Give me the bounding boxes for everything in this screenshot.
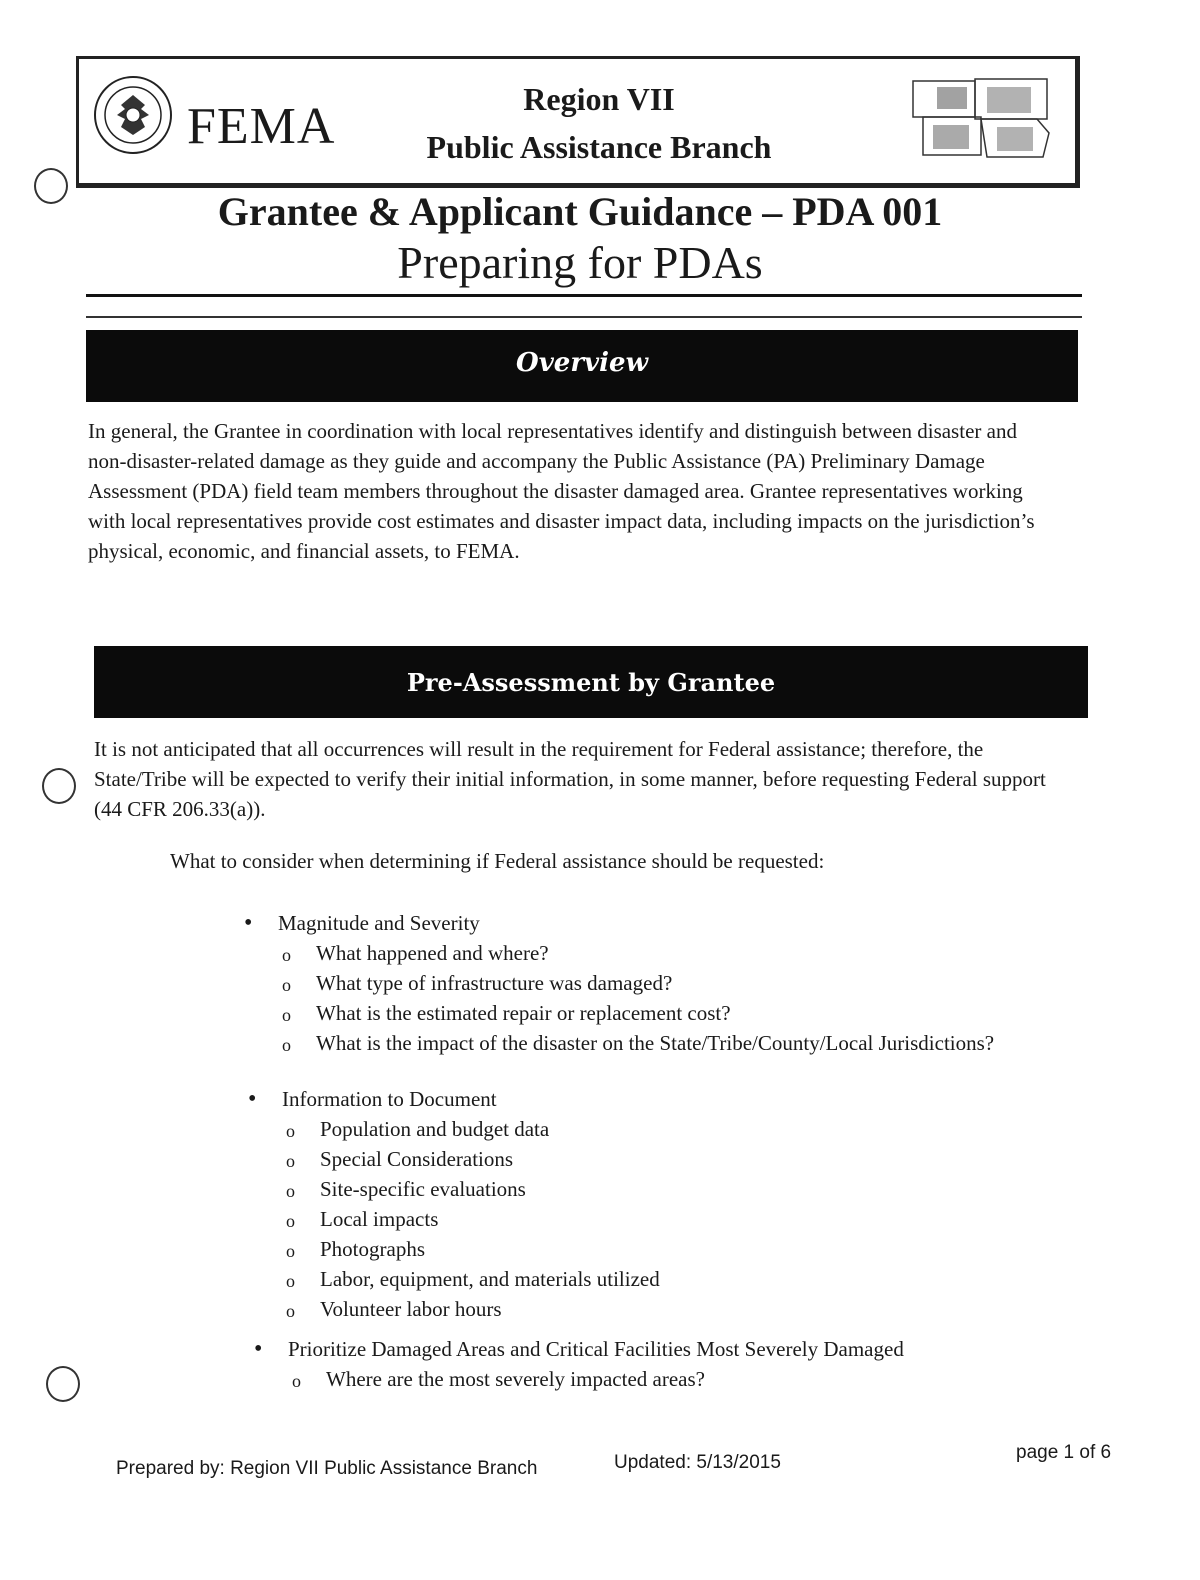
overview-heading: Overview — [86, 330, 1078, 402]
list-item: o Photographs — [286, 1234, 1108, 1264]
pre-assessment-heading: Pre-Assessment by Grantee — [94, 646, 1088, 718]
title-rule-thin — [86, 316, 1082, 318]
list-item: o Population and budget data — [286, 1114, 1108, 1144]
header-box — [76, 56, 1080, 188]
overview-paragraph: In general, the Grantee in coordination with local representatives identify and distinguish between disaster and non-disaster-related damage as they guide and accompany the Public Assistance (PA) Preliminary Damage Assessment (PDA) field team members throughout the disaster damaged area. Grantee representatives working with local representatives provide cost estimates and disaster impact data, including impacts on the jurisdiction’s physical, economic, and financial assets, to FEMA. — [88, 419, 1035, 563]
footer-updated: Updated: 5/13/2015 — [614, 1452, 781, 1473]
list-item: o Labor, equipment, and materials utilized — [286, 1264, 1108, 1294]
footer-prepared-by: Prepared by: Region VII Public Assistance Branch — [116, 1458, 538, 1479]
list-item: o Where are the most severely impacted areas? — [292, 1364, 1114, 1394]
list-item — [248, 1084, 1108, 1324]
region-title: Region VII — [523, 81, 675, 117]
binder-hole — [46, 1366, 80, 1402]
list-item: o Special Considerations — [286, 1144, 1108, 1174]
consider-paragraph: What to consider when determining if Federal assistance should be requested: — [170, 849, 825, 873]
list-item: o What type of infrastructure was damaged? — [282, 968, 1104, 998]
list-item: o Local impacts — [286, 1204, 1108, 1234]
list-item — [254, 1334, 1114, 1394]
binder-hole — [42, 768, 76, 804]
agency-name: FEMA — [187, 98, 336, 155]
bullet-list-prioritize — [254, 1334, 1114, 1394]
bullet-list-magnitude — [244, 908, 1104, 1058]
document-title: Grantee & Applicant Guidance – PDA 001 — [217, 189, 943, 234]
pre-assessment-paragraph: It is not anticipated that all occurrences will result in the requirement for Federal assistance; therefore, the State/Tribe will be expected to verify their initial information, in some manner, before requesting Federal support (44 CFR 206.33(a)). — [94, 737, 1046, 821]
dhs-seal-icon — [93, 75, 173, 155]
bullet-label: Magnitude and Severity — [278, 911, 480, 935]
document-subtitle: Preparing for PDAs — [397, 237, 763, 288]
list-item: o What is the estimated repair or replacement cost? — [282, 998, 1104, 1028]
bullet-list-document — [248, 1084, 1108, 1324]
bullet-label: Prioritize Damaged Areas and Critical Facilities Most Severely Damaged — [288, 1337, 904, 1361]
title-rule — [86, 294, 1082, 297]
list-item: o Volunteer labor hours — [286, 1294, 1108, 1324]
footer-page-number: page 1 of 6 — [1016, 1442, 1112, 1463]
bullet-label: Information to Document — [282, 1087, 497, 1111]
binder-hole — [34, 168, 68, 204]
region-map-icon — [907, 73, 1057, 163]
branch-title: Public Assistance Branch — [426, 129, 772, 165]
list-item: o Site-specific evaluations — [286, 1174, 1108, 1204]
list-item: o What happened and where? — [282, 938, 1104, 968]
list-item: o What is the impact of the disaster on the State/Tribe/County/Local Jurisdictions? — [282, 1028, 1104, 1058]
list-item — [244, 908, 1104, 1058]
